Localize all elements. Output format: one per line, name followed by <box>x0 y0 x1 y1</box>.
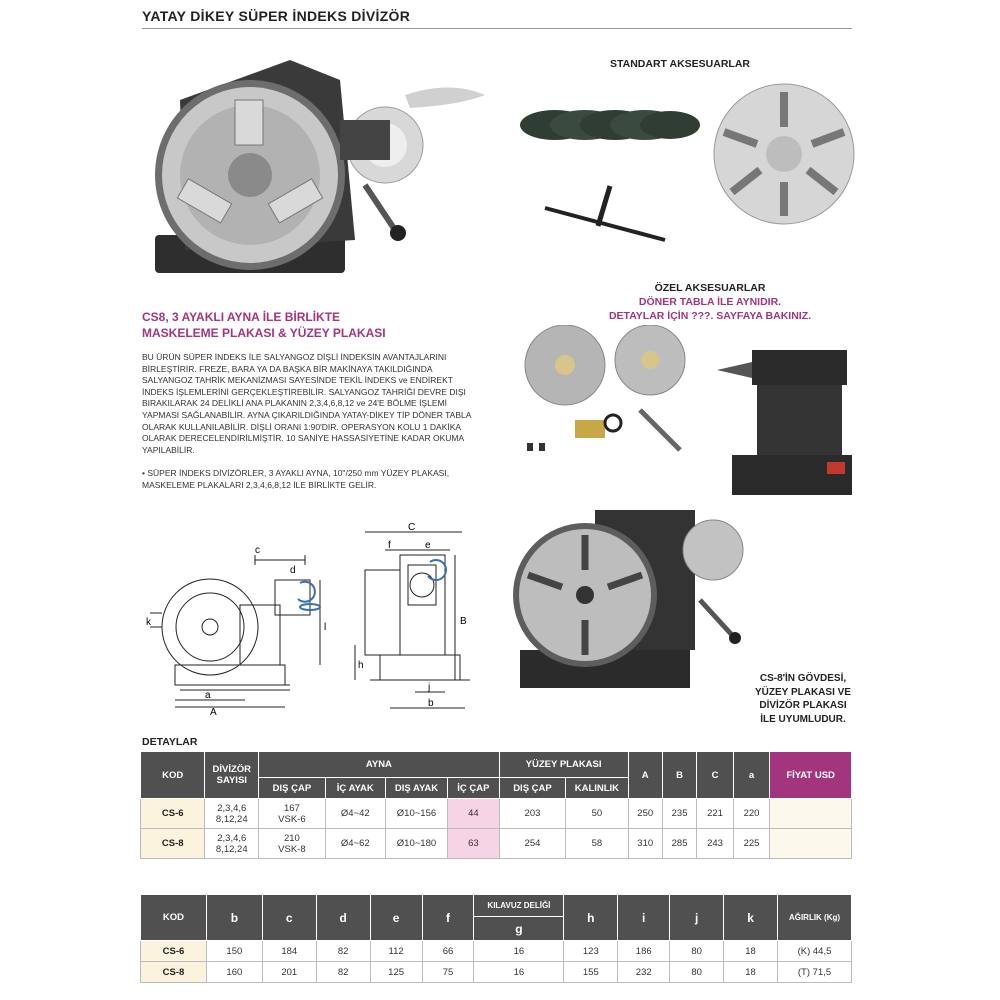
details-table-2 <box>140 894 852 983</box>
cell-dis-ayak: Ø10~156 <box>385 799 447 829</box>
cell-d: 82 <box>316 962 370 983</box>
cell-fiyat <box>770 799 852 829</box>
cell-A: 250 <box>628 799 662 829</box>
note-line: YÜZEY PLAKASI VE <box>755 686 851 698</box>
col-header-C: C <box>697 752 734 799</box>
cell-ayna-dis-cap-line1: 210 <box>283 832 300 844</box>
col-header-k: k <box>724 895 778 941</box>
cell-j: 80 <box>670 941 724 962</box>
col-header-yuzey-dis-cap: DIŞ ÇAP <box>499 778 566 799</box>
dim-label-d: d <box>290 565 296 576</box>
cell-agirlik: (T) 71,5 <box>778 962 852 983</box>
rotary-table-photo <box>510 490 745 690</box>
cell-ayna-dis-cap-line1: 167 <box>283 802 300 814</box>
masking-plates-photo <box>515 95 705 155</box>
dim-label-l: l <box>324 622 327 633</box>
col-header-ayna-dis-cap: DIŞ ÇAP <box>259 778 326 799</box>
cell-g: 16 <box>474 941 564 962</box>
table-row <box>141 941 852 962</box>
col-header-h: h <box>564 895 618 941</box>
cell-d: 82 <box>316 941 370 962</box>
cell-f: 75 <box>422 962 474 983</box>
col-header-i: i <box>618 895 670 941</box>
bullet-line: MASKELEME PLAKALARI 2,3,4,6,8,12 İLE BİRLİKTE GELİR. <box>142 479 377 490</box>
cell-ayna-dis-cap-line2: VSK-8 <box>278 843 306 855</box>
cell-j: 80 <box>670 962 724 983</box>
details-heading: DETAYLAR <box>142 736 198 748</box>
surface-plate-photo <box>712 82 857 227</box>
cell-divizor-line2: 8,12,24 <box>215 843 248 855</box>
cell-c: 201 <box>262 962 316 983</box>
subtitle-line2: MASKELEME PLAKASI & YÜZEY PLAKASI <box>142 326 386 340</box>
cell-h: 155 <box>564 962 618 983</box>
col-header-agirlik: AĞIRLIK (Kg) <box>778 895 852 941</box>
standard-accessories-heading: STANDART AKSESUARLAR <box>610 58 750 70</box>
cell-C: 221 <box>697 799 734 829</box>
side-view-drawing <box>350 520 490 715</box>
cell-ayna-dis-cap <box>259 829 326 859</box>
table-row <box>141 962 852 983</box>
cell-kalinlik: 50 <box>566 799 628 829</box>
col-header-g: g <box>474 917 564 941</box>
cell-kod: CS-6 <box>141 941 207 962</box>
cell-divizor <box>205 829 259 859</box>
dim-label-b: b <box>428 698 434 709</box>
cell-ayna-dis-cap <box>259 799 326 829</box>
cell-i: 232 <box>618 962 670 983</box>
table-row <box>141 829 852 859</box>
col-header-e: e <box>370 895 422 941</box>
description-line: YAPILABİLİR. <box>142 444 195 455</box>
col-header-ayna: AYNA <box>259 752 500 778</box>
dim-label-C: C <box>408 522 416 533</box>
dim-label-f: f <box>388 540 391 551</box>
cell-c: 184 <box>262 941 316 962</box>
cell-fiyat <box>770 829 852 859</box>
col-header-a: a <box>733 752 770 799</box>
title-divider <box>142 28 852 29</box>
note-line: İLE UYUMLUDUR. <box>760 713 846 725</box>
page-title: YATAY DİKEY SÜPER İNDEKS DİVİZÖR <box>142 8 411 24</box>
included-items-bullet <box>142 468 482 491</box>
cell-divizor-line2: 8,12,24 <box>215 813 248 825</box>
cell-kod: CS-8 <box>141 962 207 983</box>
table-row <box>141 799 852 829</box>
dim-label-A: A <box>210 707 217 715</box>
cell-divizor-line1: 2,3,4,6 <box>217 832 247 844</box>
cell-yuzey-dis-cap: 254 <box>499 829 566 859</box>
col-header-kod: KOD <box>141 752 205 799</box>
cell-b: 150 <box>206 941 262 962</box>
cell-a: 225 <box>733 829 770 859</box>
col-header-j: j <box>670 895 724 941</box>
cell-kod: CS-8 <box>141 829 205 859</box>
cell-A: 310 <box>628 829 662 859</box>
product-subtitle <box>142 309 386 341</box>
cell-k: 18 <box>724 941 778 962</box>
description-line: İNDEKS İŞLEMLERİNİ GERÇEKLEŞTİREBİLİR. SALYANGOZ TAHRİĞİ DEVRE DIŞI <box>142 386 466 397</box>
note-line: DİVİZÖR PLAKASI <box>759 700 847 711</box>
description-line: SALYANGOZ TAHRİK MEKANİZMASI SAYESİNDE TEKİL İNDEKS ve ENDİREKT <box>142 375 453 386</box>
col-header-f: f <box>422 895 474 941</box>
product-description <box>142 352 482 456</box>
description-line: OLARAK KULLANILABİLİR. DİŞLİ ORANI 1:90'DIR. OPERASYON KOLU 1 DAKİKA <box>142 421 462 432</box>
dim-label-k: k <box>146 617 151 628</box>
indexing-head-photo <box>140 40 490 285</box>
chuck-key-photo <box>540 178 670 248</box>
col-header-kilavuz: KILAVUZ DELİĞİ <box>474 895 564 917</box>
dividing-plates-photo <box>515 325 705 470</box>
dim-label-h: h <box>358 660 364 671</box>
col-header-fiyat: FİYAT USD <box>770 752 852 799</box>
col-header-kod: KOD <box>141 895 207 941</box>
description-line: BIRAKILARAK 24 DELİKLİ ANA PLAKANIN 2,3,4,6,8,12 ve 24'E BÖLME İŞLEMİ <box>142 398 447 409</box>
description-line: OLARAK DERECELENDİRİLMİŞTİR. 10 SANİYE HASSASİYETİNE KADAR OKUMA <box>142 433 465 444</box>
cell-a: 220 <box>733 799 770 829</box>
special-accessories-line3: DETAYLAR İÇİN ???. SAYFAYA BAKINIZ. <box>608 310 812 322</box>
cell-g: 16 <box>474 962 564 983</box>
cell-kalinlik: 58 <box>566 829 628 859</box>
cell-ic-ayak: Ø4~42 <box>325 799 385 829</box>
cell-e: 112 <box>370 941 422 962</box>
cell-dis-ayak: Ø10~180 <box>385 829 447 859</box>
col-header-yuzey-kalinlik: KALINLIK <box>566 778 628 799</box>
tailstock-photo <box>712 340 862 500</box>
bullet-line: • SÜPER İNDEKS DİVİZÖRLER, 3 AYAKLI AYNA, 10"/250 mm YÜZEY PLAKASI, <box>142 468 450 478</box>
col-header-d: d <box>316 895 370 941</box>
cell-C: 243 <box>697 829 734 859</box>
cell-b: 160 <box>206 962 262 983</box>
details-table-1 <box>140 751 852 859</box>
description-line: BİRLEŞTİRİR. FREZE, BARA YA DA BAŞKA BİR MAKİNAYA TAKILDIĞINDA <box>142 363 433 374</box>
cell-B: 285 <box>662 829 696 859</box>
dim-label-c: c <box>255 545 260 556</box>
description-line: YAPMASI SAĞLANABİLİR. AYNA ÇIKARILDIĞINDA YATAY-DİKEY TİP DÖNER TABLA <box>142 409 472 420</box>
cell-ic-cap: 63 <box>448 829 500 859</box>
cell-e: 125 <box>370 962 422 983</box>
cell-i: 186 <box>618 941 670 962</box>
dim-label-j: j <box>428 682 431 693</box>
cell-divizor-line1: 2,3,4,6 <box>217 802 247 814</box>
cell-k: 18 <box>724 962 778 983</box>
dim-label-e: e <box>425 540 431 551</box>
dim-label-a: a <box>205 690 211 701</box>
col-header-ayna-ic-ayak: İÇ AYAK <box>325 778 385 799</box>
cell-ic-ayak: Ø4~62 <box>325 829 385 859</box>
cell-h: 123 <box>564 941 618 962</box>
cell-B: 235 <box>662 799 696 829</box>
special-accessories-line1: ÖZEL AKSESUARLAR <box>654 282 766 294</box>
cell-ayna-dis-cap-line2: VSK-6 <box>278 813 306 825</box>
col-header-A: A <box>628 752 662 799</box>
col-header-b: b <box>206 895 262 941</box>
cell-yuzey-dis-cap: 203 <box>499 799 566 829</box>
col-header-ayna-ic-cap: İÇ ÇAP <box>448 778 500 799</box>
compatibility-note <box>748 672 858 726</box>
cell-divizor <box>205 799 259 829</box>
col-header-ayna-dis-ayak: DIŞ AYAK <box>385 778 447 799</box>
front-view-drawing <box>140 535 340 715</box>
cell-agirlik: (K) 44,5 <box>778 941 852 962</box>
col-header-B: B <box>662 752 696 799</box>
description-line: BU ÜRÜN SÜPER İNDEKS İLE SALYANGOZ DİŞLİ İNDEKSİN AVANTAJLARINI <box>142 352 447 362</box>
col-header-divizor: DİVİZÖR SAYISI <box>205 752 259 799</box>
col-header-yuzey: YÜZEY PLAKASI <box>499 752 628 778</box>
special-accessories-heading <box>560 281 860 323</box>
cell-kod: CS-6 <box>141 799 205 829</box>
cell-f: 66 <box>422 941 474 962</box>
subtitle-line1: CS8, 3 AYAKLI AYNA İLE BİRLİKTE <box>142 310 341 324</box>
note-line: CS-8'İN GÖVDESİ, <box>759 673 847 684</box>
col-header-c: c <box>262 895 316 941</box>
dim-label-B: B <box>460 616 467 627</box>
cell-ic-cap: 44 <box>448 799 500 829</box>
special-accessories-line2: DÖNER TABLA İLE AYNIDIR. <box>638 296 782 308</box>
